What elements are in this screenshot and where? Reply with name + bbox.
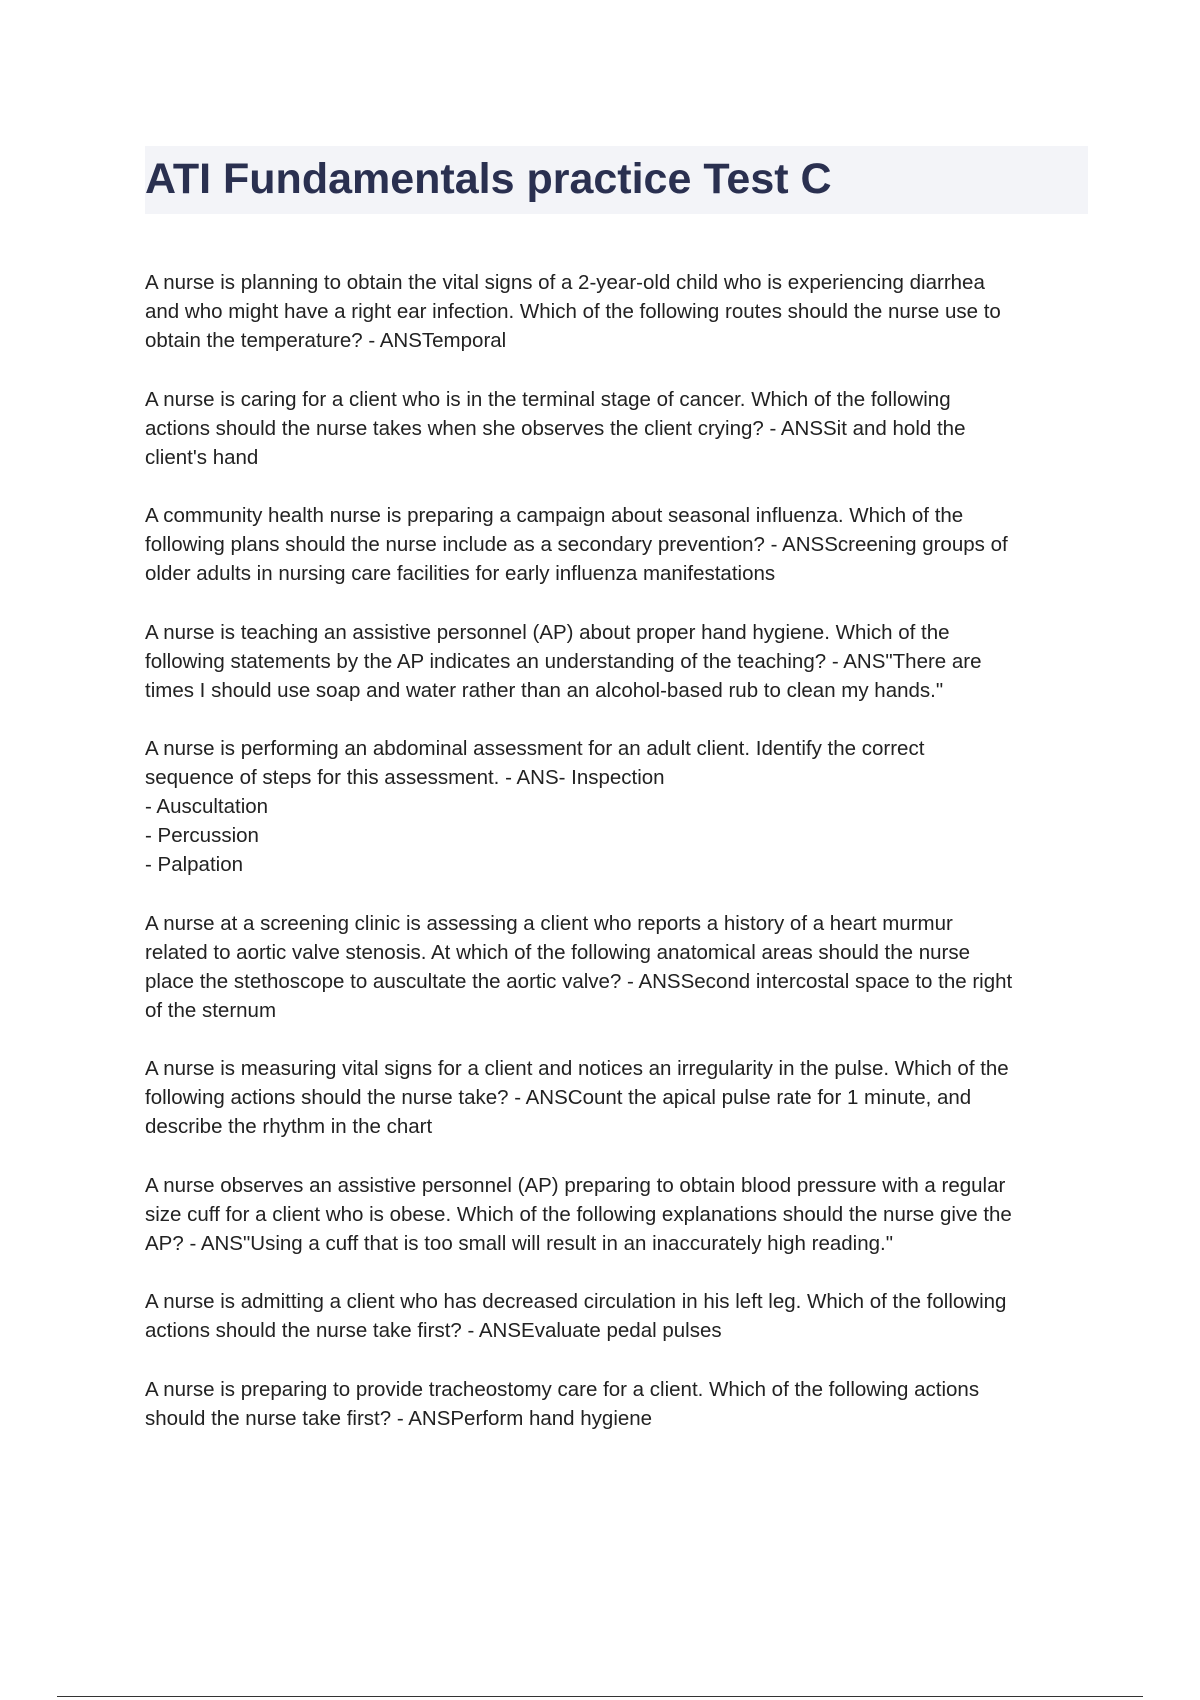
question-text-line: actions should the nurse takes when she observes the client crying? - ANSSit and hold the — [145, 416, 966, 440]
question-text-line: - Auscultation — [145, 795, 269, 818]
question-answer-item — [145, 734, 1090, 879]
question-answer-item — [145, 909, 1090, 1025]
question-text-line: A nurse is preparing to provide tracheostomy care for a client. Which of the following actions — [145, 1377, 980, 1401]
question-text-line: following plans should the nurse include as a secondary prevention? - ANSScreening groups of — [145, 533, 1008, 556]
question-answer-item — [145, 1054, 1090, 1141]
question-text-line: A nurse is admitting a client who has decreased circulation in his left leg. Which of the following — [145, 1290, 1007, 1313]
document-title: ATI Fundamentals practice Test C — [145, 155, 832, 203]
question-text-line: A nurse is teaching an assistive personnel (AP) about proper hand hygiene. Which of the — [145, 620, 950, 644]
question-text-line: following actions should the nurse take? - ANSCount the apical pulse rate for 1 minute, and — [145, 1086, 972, 1109]
question-answer-item — [145, 1171, 1090, 1258]
question-text-line: client's hand — [145, 445, 259, 469]
question-text-line: and who might have a right ear infection. Which of the following routes should the nurse use to — [145, 300, 1001, 323]
question-text-line: A community health nurse is preparing a campaign about seasonal influenza. Which of the — [145, 504, 964, 527]
question-text-line: AP? - ANS"Using a cuff that is too small will result in an inaccurately high reading." — [145, 1231, 893, 1255]
question-text-line: A nurse is planning to obtain the vital signs of a 2-year-old child who is experiencing diarrhea — [145, 271, 985, 294]
question-text-line: following statements by the AP indicates an understanding of the teaching? - ANS"There are — [145, 649, 982, 673]
title-banner — [145, 146, 1088, 214]
question-text-line: older adults in nursing care facilities for early influenza manifestations — [145, 562, 776, 585]
question-text-line: A nurse is performing an abdominal assessment for an adult client. Identify the correct — [145, 737, 925, 760]
question-text-line: size cuff for a client who is obese. Which of the following explanations should the nurse give the — [145, 1202, 1012, 1226]
question-text-line: times I should use soap and water rather than an alcohol-based rub to clean my hands." — [145, 678, 944, 702]
question-answer-item — [145, 268, 1090, 355]
question-answer-item — [145, 1287, 1090, 1345]
question-text-line: place the stethoscope to auscultate the aortic valve? - ANSSecond intercostal space to the right — [145, 969, 1013, 993]
question-text-line: - Palpation — [145, 853, 244, 876]
question-text-line: obtain the temperature? - ANSTemporal — [145, 329, 507, 352]
question-text-line: should the nurse take first? - ANSPerform hand hygiene — [145, 1406, 653, 1430]
question-text-line: actions should the nurse take first? - ANSEvaluate pedal pulses — [145, 1319, 722, 1342]
question-text-line: A nurse at a screening clinic is assessing a client who reports a history of a heart murmur — [145, 911, 953, 935]
question-list — [145, 268, 1090, 1462]
question-text-line: sequence of steps for this assessment. - ANS- Inspection — [145, 766, 665, 789]
question-answer-item — [145, 385, 1090, 472]
question-text-line: of the sternum — [145, 998, 277, 1022]
question-text-line: A nurse is caring for a client who is in the terminal stage of cancer. Which of the following — [145, 387, 951, 411]
question-answer-item — [145, 501, 1090, 588]
question-answer-item — [145, 1375, 1090, 1433]
footer-divider — [57, 1696, 1143, 1697]
question-text-line: - Percussion — [145, 824, 259, 847]
question-answer-item — [145, 618, 1090, 705]
question-text-line: A nurse is measuring vital signs for a client and notices an irregularity in the pulse. Which of the — [145, 1057, 1009, 1080]
question-text-line: related to aortic valve stenosis. At which of the following anatomical areas should the nurse — [145, 940, 971, 964]
question-text-line: describe the rhythm in the chart — [145, 1115, 433, 1138]
question-text-line: A nurse observes an assistive personnel (AP) preparing to obtain blood pressure with a regular — [145, 1173, 1006, 1197]
